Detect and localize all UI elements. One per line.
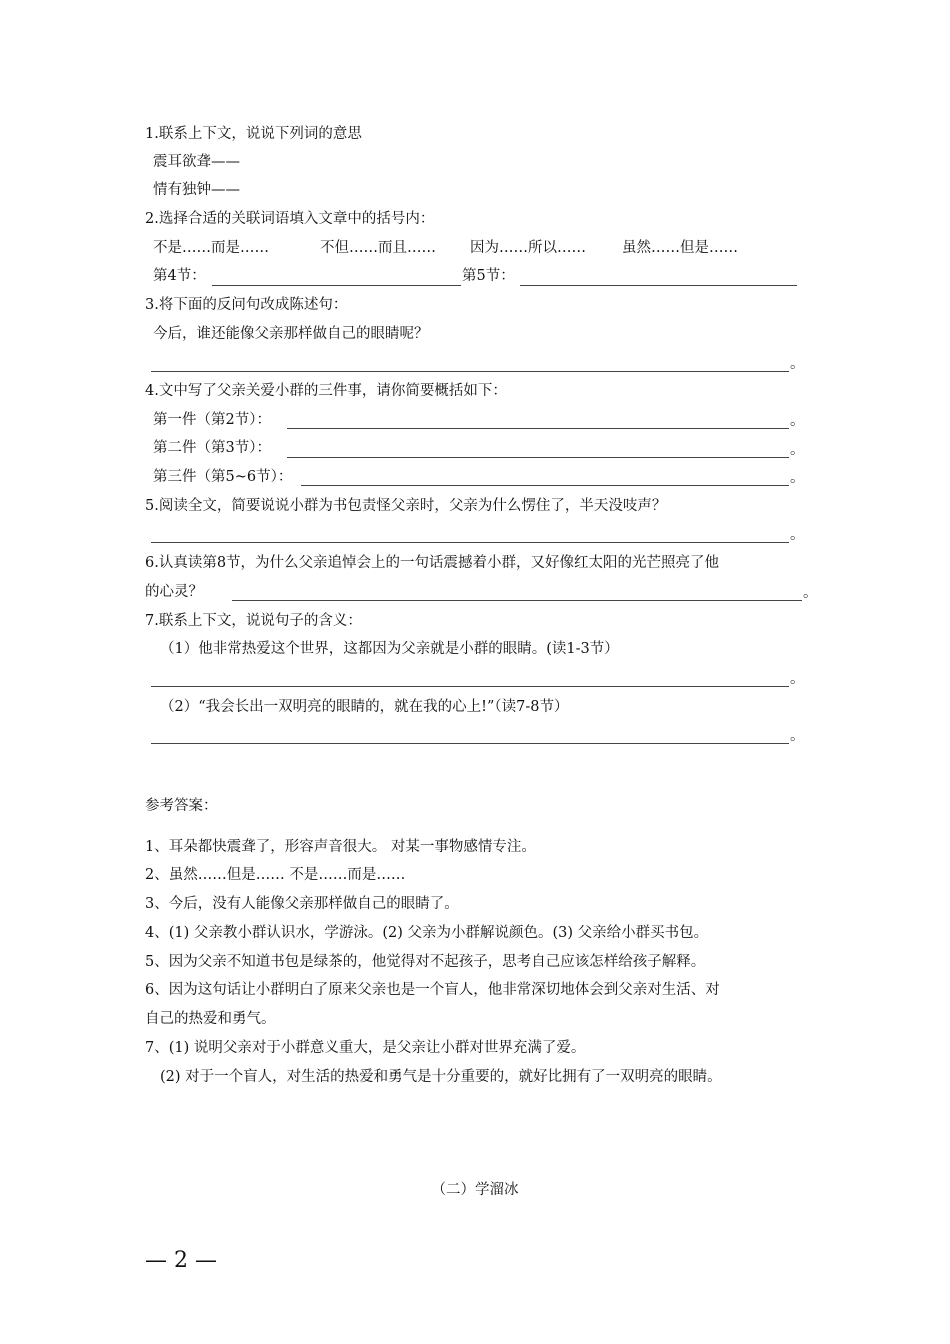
answer-4: 4、(1) 父亲教小群认识水，学游泳。(2) 父亲为小群解说颜色。(3) 父亲给小群买书包。	[145, 925, 709, 941]
answer-blank	[151, 743, 789, 744]
question-3-title: 3.将下面的反问句改成陈述句：	[145, 297, 348, 313]
answers-heading: 参考答案：	[145, 798, 218, 814]
option-1: 不是……而是……	[153, 240, 269, 256]
event-2-label: 第二件（第3节）：	[153, 440, 271, 456]
period-mark: 。	[790, 728, 805, 744]
word-1: 震耳欲聋——	[153, 154, 240, 170]
answer-6-line-1: 6、因为这句话让小群明白了原来父亲也是一个盲人，他非常深切地体会到父亲对生活、对	[145, 982, 720, 998]
question-5-title: 5.阅读全文，简要说说小群为书包责怪父亲时，父亲为什么愣住了，半天没吱声？	[145, 498, 667, 514]
answer-blank	[232, 600, 802, 601]
page-number: — 2 —	[145, 1248, 217, 1273]
period-mark: 。	[790, 413, 805, 429]
period-mark: 。	[790, 442, 805, 458]
event-1-label: 第一件（第2节）：	[153, 412, 271, 428]
answer-2: 2、虽然……但是…… 不是……而是……	[145, 867, 406, 883]
option-2: 不但……而且……	[320, 240, 436, 256]
option-4: 虽然……但是……	[622, 240, 738, 256]
answer-7-line-1: 7、(1) 说明父亲对于小群意义重大，是父亲让小群对世界充满了爱。	[145, 1040, 586, 1056]
period-mark: 。	[790, 671, 805, 687]
question-7-sentence-1: （1）他非常热爱这个世界，这都因为父亲就是小群的眼睛。(读1-3节）	[160, 641, 619, 657]
option-3: 因为……所以……	[470, 240, 586, 256]
answer-7-line-2: (2) 对于一个盲人，对生活的热爱和勇气是十分重要的，就好比拥有了一双明亮的眼睛。	[160, 1069, 722, 1085]
section-title: （二）学溜冰	[431, 1182, 519, 1198]
question-3-sentence: 今后，谁还能像父亲那样做自己的眼睛呢？	[153, 326, 429, 342]
period-mark: 。	[790, 527, 805, 543]
period-mark: 。	[803, 585, 818, 601]
answer-1: 1、耳朵都快震聋了，形容声音很大。 对某一事物感情专注。	[145, 839, 536, 855]
answer-5: 5、因为父亲不知道书包是绿茶的，他觉得对不起孩子，思考自己应该怎样给孩子解释。	[145, 954, 706, 970]
answer-6-line-2: 自己的热爱和勇气。	[145, 1011, 276, 1027]
question-6-line-2: 的心灵？	[145, 584, 203, 600]
answer-blank	[151, 686, 789, 687]
period-mark: 。	[790, 470, 805, 486]
answer-blank	[212, 285, 461, 286]
answer-blank	[151, 542, 789, 543]
answer-blank	[287, 428, 789, 429]
question-7-title: 7.联系上下文，说说句子的含义：	[145, 613, 362, 629]
question-6-line-1: 6.认真读第8节，为什么父亲追悼会上的一句话震撼着小群，又好像红太阳的光芒照亮了他	[145, 555, 720, 571]
answer-blank	[520, 285, 797, 286]
question-1-title: 1.联系上下文，说说下列词的意思	[145, 126, 362, 142]
answer-3: 3、今后，没有人能像父亲那样做自己的眼睛了。	[145, 896, 459, 912]
word-2: 情有独钟——	[153, 182, 240, 198]
blank-label-section-4: 第4节：	[153, 268, 206, 284]
answer-blank	[151, 371, 789, 372]
question-2-title: 2.选择合适的关联词语填入文章中的括号内：	[145, 211, 435, 227]
period-mark: 。	[790, 356, 805, 372]
question-4-title: 4.文中写了父亲关爱小群的三件事，请你简要概括如下：	[145, 383, 507, 399]
answer-blank	[301, 485, 789, 486]
blank-label-section-5: 第5节：	[462, 268, 515, 284]
event-3-label: 第三件（第5~6节）：	[153, 469, 293, 485]
question-7-sentence-2: （2）“我会长出一双明亮的眼睛的，就在我的心上!”（读7-8节）	[160, 699, 569, 715]
answer-blank	[287, 457, 789, 458]
